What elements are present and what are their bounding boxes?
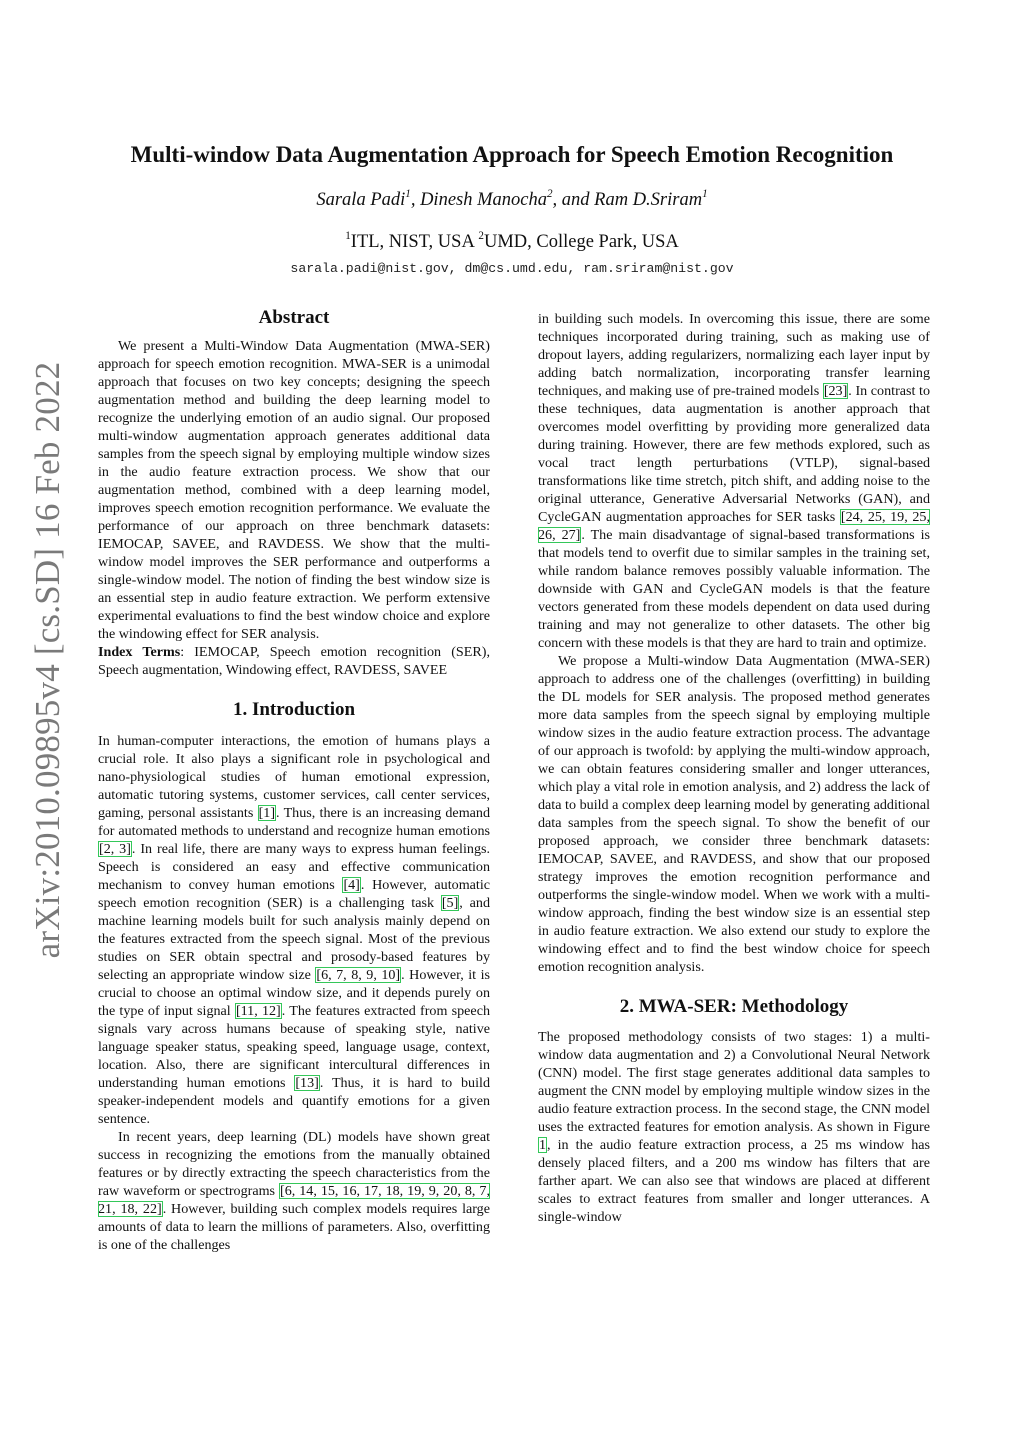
abstract-heading: Abstract: [258, 307, 330, 328]
citation-link[interactable]: [13]: [295, 1075, 319, 1091]
citation-link[interactable]: [6, 14, 15, 16, 17, 18, 19, 9, 20, 8, 7, 21, 18, 22]: [98, 1183, 490, 1217]
affiliation-mark: 2: [478, 229, 484, 242]
text-run: . In real life, there are many ways to express human feelings. Speech is considered an easy and effective communication mechanism to convey human emotions: [98, 841, 490, 893]
arxiv-stamp: [12, 260, 84, 1060]
right-paragraph-2: We propose a Multi-window Data Augmentation (MWA-SER) approach to address one of the challenges (overfitting) in building the DL models for SER analysis. The proposed method generates more data samples from the speech signal by employing multiple window sizes in the audio feature extraction process. The advantage of our approach is twofold: by applying the multi-window approach, we can obtain features considering smaller and longer utterances, which play a vital role in emotion analysis, and 2) address the lack of data to build a complex deep learning model by generating additional data samples from the speech signal. To show the benefit of our proposed approach, we consider three benchmark datasets: IEMOCAP, SAVEE, and RAVDESS, and show that our proposed strategy improves the emotion recognition performance and outperforms the single-window model. When we work with a multi-window approach, finding the best window size is an essential step in audio feature extraction. We also extend our study to explore the windowing effect and to find the best window choice for speech emotion recognition analysis.: [538, 653, 930, 975]
affiliation: UMD, College Park, USA: [483, 232, 679, 252]
author-mark: 1: [702, 187, 708, 200]
affiliation: ITL, NIST, USA: [350, 232, 474, 252]
right-column: [538, 310, 930, 1226]
author-mark: 1: [405, 187, 411, 200]
author-name: and Ram D.Sriram: [561, 190, 703, 210]
text-run: . However, automatic speech emotion recognition (SER) is a challenging task: [98, 877, 490, 911]
citation-link[interactable]: [2, 3]: [99, 841, 131, 857]
figure-link[interactable]: 1: [539, 1137, 547, 1153]
author-emails: sarala.padi@nist.gov, dm@cs.umd.edu, ram.sriram@nist.gov: [290, 261, 734, 276]
text-run: , and machine learning models built for such analysis mainly depend on the features extracted from the speech signal. Most of the previous studies on SER obtain spectral and prosody-based features by selecting an appropriate window size: [98, 895, 491, 983]
text-run: . Thus, there is an increasing demand for automated methods to understand and recognize human emotions: [98, 805, 490, 839]
index-terms-text: : IEMOCAP, Speech emotion recognition (SER), Speech augmentation, Windowing effect, RAVDESS, SAVEE: [98, 644, 490, 678]
citation-link[interactable]: [11, 12]: [235, 1003, 281, 1019]
arxiv-stamp-text: arXiv:2010.09895v4 [cs.SD] 16 Feb 2022: [28, 361, 67, 959]
intro-heading: 1. Introduction: [232, 699, 356, 720]
text-run: . The features extracted from speech signals vary across humans because of speaking style, native language speaker status, speaking speed, language usage, context, location. Also, there are significant intercultural differences in understanding human emotions: [98, 1003, 490, 1091]
citation-link[interactable]: [6, 7, 8, 9, 10]: [316, 967, 401, 983]
methodology-heading: 2. MWA-SER: Methodology: [619, 996, 849, 1017]
right-paragraph-1: [538, 310, 930, 652]
text-run: . In contrast to these techniques, data augmentation is another approach that overcomes model overfitting by providing more generalized data during training. However, there are few methods explored, such as vocal tract length perturbations (VTLP), signal-based transformations like time stretch, pitch shift, and adding noise to the original utterance, Generative Adversarial Networks (GAN), and CycleGAN augmentation approaches for SER tasks: [538, 383, 930, 525]
text-run: , in the audio feature extraction process, a 25 ms window has densely placed filters, and a 200 ms window has filters that are farther apart. We can also see that windows are placed at different scales to extract features from smaller and longer utterances. A single-window: [538, 1137, 930, 1225]
text-run: in building such models. In overcoming this issue, there are some techniques incorporated during training, such as making use of dropout layers, adding regularizers, normalizing each layer input by adding batch normalization, incorporating transfer learning techniques, and making use of pre-trained models: [538, 311, 930, 399]
abstract-body: We present a Multi-Window Data Augmentation (MWA-SER) approach for speech emotion recognition. MWA-SER is a unimodal approach that focuses on two key concepts; designing the speech augmentation method and building the deep learning model to recognize the underlying emotion of an audio signal. Our proposed multi-window augmentation approach generates additional data samples from the speech signal by employing multiple window sizes in the audio feature extraction process. We show that our augmentation method, combined with a deep learning model, improves speech emotion recognition performance. We evaluate the performance of our approach on three benchmark datasets: IEMOCAP, SAVEE, and RAVDESS. We show that the multi-window model improves the SER performance and outperforms a single-window model. The notion of finding the best window size is an essential step in audio feature extraction. We perform extensive experimental evaluations to find the best window choice and explore the windowing effect for SER analysis.: [98, 338, 490, 642]
paper-title: Multi-window Data Augmentation Approach for Speech Emotion Recognition: [130, 142, 894, 167]
text-run: . However, building such complex models requires large amounts of data to learn the millions of parameters. Also, overfitting is one of the challenges: [98, 1201, 490, 1253]
text-run: . Thus, it is hard to build speaker-independent models and quantify emotions for a given sentence.: [98, 1075, 490, 1127]
index-terms: [98, 643, 490, 679]
citation-link[interactable]: [4]: [343, 877, 360, 893]
author-list: Sarala Padi$^1$, Dinesh Manocha$^2$, and Ram D.Sriram$^1$: [316, 187, 708, 210]
text-run: In recent years, deep learning (DL) models have shown great success in recognizing the emotions from the manually obtained features or by directly extracting the speech characteristics from the raw waveform or spectrograms: [98, 1129, 490, 1199]
intro-paragraph-1: [98, 732, 490, 1128]
text-run: . However, it is crucial to choose an optimal window size, and it depends purely on the type of input signal: [98, 967, 490, 1019]
author-name: Dinesh Manocha: [420, 190, 547, 210]
citation-link[interactable]: [24, 25, 19, 25, 26, 27]: [538, 509, 931, 543]
citation-link[interactable]: [5]: [441, 895, 459, 911]
text-run: . The main disadvantage of signal-based transformations is that models tend to overfit due to similar samples in the training set, while random balance removes possibly valuable information. The downside with GAN and CycleGAN models is that the feature vectors generated from these models dependent on data used during training and may not generalize to other datasets. The other big concern with these models is that they are hard to train and optimize.: [538, 527, 930, 651]
text-run: The proposed methodology consists of two stages: 1) a multi-window data augmentation and 2) a Convolutional Neural Network (CNN) model. The first stage generates additional data samples to augment the CNN model by employing multiple window sizes in the audio feature extraction process. In the second stage, the CNN model uses the extracted features for emotion analysis. As shown in Figure: [538, 1029, 930, 1135]
author-mark: 2: [546, 187, 553, 200]
index-terms-label: Index Terms: [98, 644, 181, 660]
affiliations: [80, 229, 944, 255]
citation-link[interactable]: [1]: [258, 805, 276, 821]
author-name: Sarala Padi: [316, 190, 406, 210]
citation-link[interactable]: [23]: [823, 383, 848, 399]
left-column: [98, 303, 490, 1254]
intro-paragraph-2: [98, 1128, 490, 1254]
methodology-paragraph: [538, 1028, 930, 1226]
text-run: In human-computer interactions, the emotion of humans plays a crucial role. It also plays a significant role in psychological and nano-physiological studies of human emotional expression, automatic tutoring systems, customer services, call center services, gaming, personal assistants: [98, 733, 490, 821]
affiliation-mark: 1: [345, 229, 351, 242]
